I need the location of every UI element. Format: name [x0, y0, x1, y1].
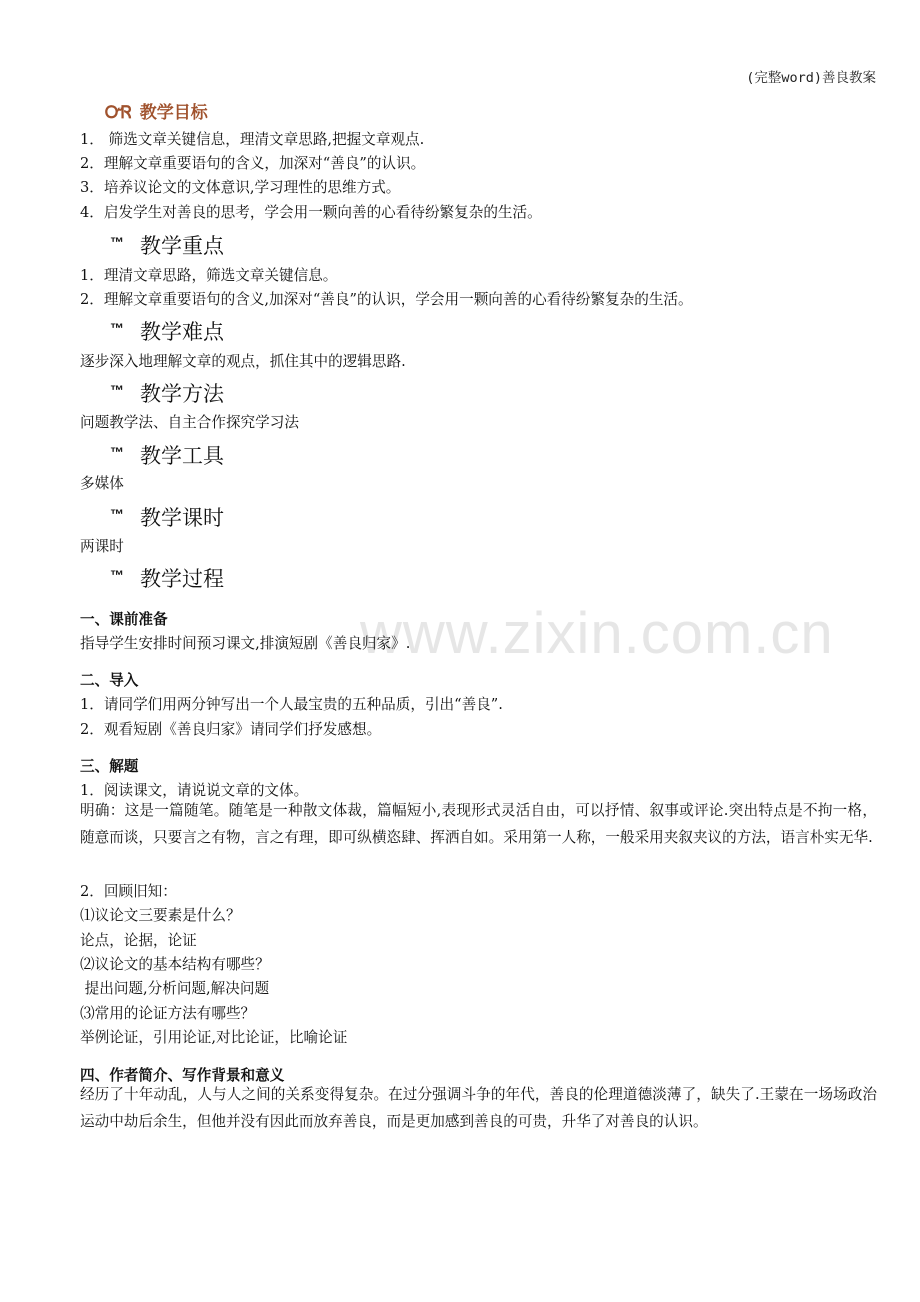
- objective-item: 3．培养议论文的文体意识,学习理性的思维方式。: [80, 179, 401, 196]
- process-step-item: 2．观看短剧《善良归家》请同学们抒发感想。: [80, 721, 382, 738]
- section-heading-objectives: [105, 98, 208, 123]
- section-heading-difficulties: [110, 316, 224, 346]
- objective-item: 4．启发学生对善良的思考，学会用一颗向善的心看待纷繁复杂的生活。: [80, 204, 542, 221]
- heading-label: 教学重点: [140, 234, 224, 258]
- difficulties-text: 逐步深入地理解文章的观点，抓住其中的逻辑思路.: [80, 353, 406, 370]
- heading-label: 教学工具: [140, 444, 224, 468]
- review-item: ⑶常用的论证方法有哪些？: [80, 1005, 256, 1022]
- objective-item: 2．理解文章重要语句的含义，加深对“善良”的认识。: [80, 155, 426, 172]
- review-item: 论点，论据，论证: [80, 932, 197, 949]
- review-item: 提出问题,分析问题,解决问题: [80, 980, 270, 997]
- key-point-item: 1．理清文章思路，筛选文章关键信息。: [80, 267, 338, 284]
- section-heading-hours: [110, 502, 224, 532]
- objective-item: 1． 筛选文章关键信息，理清文章思路,把握文章观点.: [80, 131, 425, 148]
- document-header: (完整word)善良教案: [746, 70, 876, 86]
- review-item: ⑴议论文三要素是什么？: [80, 907, 241, 924]
- heading-label: 教学过程: [140, 567, 224, 591]
- process-step-text: 指导学生安排时间预习课文,排演短剧《善良归家》.: [80, 635, 411, 652]
- background-paragraph: 经历了十年动乱，人与人之间的关系变得复杂。在过分强调斗争的年代，善良的伦理道德淡薄了，缺失了.王蒙在一场场政治运动中劫后余生，但他并没有因此而放弃善良，而是更加感到善良的可贵，升华了对善良的认识。: [80, 1086, 877, 1130]
- section-heading-tools: [110, 440, 224, 470]
- trademark-icon: ™: [110, 234, 124, 250]
- process-step-title: 二、导入: [80, 672, 139, 689]
- watermark: www.zixin.com.cn: [360, 601, 834, 666]
- section-heading-methods: [110, 378, 224, 408]
- heading-label: 教学目标: [139, 103, 208, 123]
- process-step-title: 三、解题: [80, 758, 139, 775]
- trademark-icon: ™: [110, 382, 124, 398]
- process-step-title: 一、课前准备: [80, 611, 168, 628]
- decorative-mark-icon: ᏅᏒ: [105, 103, 130, 123]
- review-item: 举例论证，引用论证,对比论证，比喻论证: [80, 1029, 348, 1046]
- tools-text: 多媒体: [80, 475, 124, 492]
- review-item: ⑵议论文的基本结构有哪些？: [80, 956, 270, 973]
- process-question: 2．回顾旧知：: [80, 883, 177, 900]
- section-heading-process: [110, 563, 224, 593]
- process-question: 1．阅读课文，请说说文章的文体。: [80, 782, 309, 799]
- hours-text: 两课时: [80, 538, 124, 555]
- process-answer-paragraph: 明确：这是一篇随笔。随笔是一种散文体裁，篇幅短小,表现形式灵活自由，可以抒情、叙事或评论.突出特点是不拘一格，随意而谈，只要言之有物，言之有理，即可纵横恣肆、挥洒自如。采用第一人称，一般采用夹叙夹议的方法，语言朴实无华.: [80, 802, 877, 846]
- heading-label: 教学难点: [140, 320, 224, 344]
- trademark-icon: ™: [110, 444, 124, 460]
- heading-label: 教学课时: [140, 506, 224, 530]
- process-step-title: 四、作者简介、写作背景和意义: [80, 1067, 285, 1084]
- heading-label: 教学方法: [140, 382, 224, 406]
- trademark-icon: ™: [110, 320, 124, 336]
- trademark-icon: ™: [110, 567, 124, 583]
- trademark-icon: ™: [110, 506, 124, 522]
- process-step-item: 1．请同学们用两分钟写出一个人最宝贵的五种品质，引出“善良”.: [80, 696, 503, 713]
- methods-text: 问题教学法、自主合作探究学习法: [80, 414, 299, 431]
- section-heading-key-points: [110, 230, 224, 260]
- key-point-item: 2．理解文章重要语句的含义,加深对“善良”的认识，学会用一颗向善的心看待纷繁复杂的生活。: [80, 291, 693, 308]
